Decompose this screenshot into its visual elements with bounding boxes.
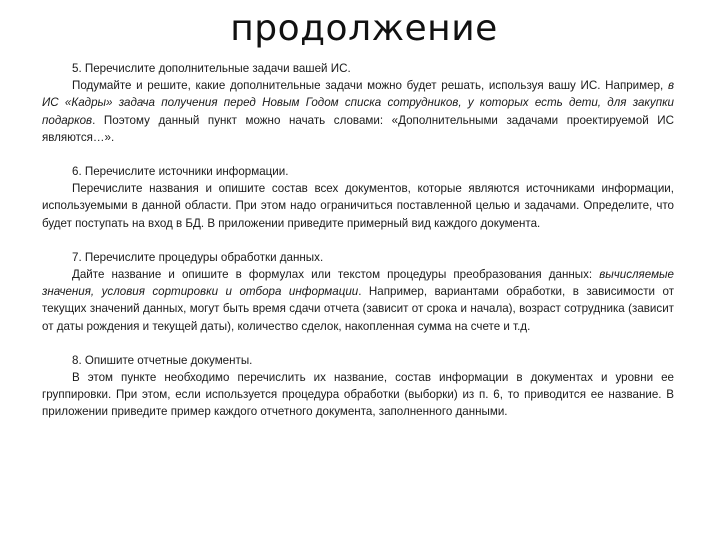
section-7 [42,249,674,335]
section-body [42,266,674,335]
body-italic-text: в ИС «Кадры» задача получения перед Новым Годом списка сотрудников, у которых есть дети, для закупки подарков [42,79,674,127]
section-6 [42,163,674,232]
section-8 [42,352,674,421]
section-heading: 6. Перечислите источники информации. [72,165,289,179]
body-text: . Поэтому данный пункт можно начать словами: «Дополнительными задачами проектируемой ИС являются…». [42,113,674,144]
body-italic-text: вычисляемые значения, условия сортировки и отбора информации [42,268,674,299]
body-text: Подумайте и решите, какие дополнительные задачи можно будет решать, используя вашу ИС. Например, [72,79,668,93]
body-text: . Например, вариантами обработки, в зависимости от текущих значений данных, могут быть время сдачи отчета (зависит от срока и начала), возраст сотрудника (зависит от даты рождения и текущей даты), количество сделок, накопленная сумма на счете и т.д. [42,285,675,333]
section-5 [42,60,674,146]
section-heading: 7. Перечислите процедуры обработки данных. [72,250,324,264]
section-body: В этом пункте необходимо перечислить их название, состав информации в документах и уровни ее группировки. При этом, если используется процедура обработки (выборки) из п. 6, то приводится ее название. В приложении приведите пример каждого отчетного документа, заполненного данными. [42,371,674,419]
section-heading: 5. Перечислите дополнительные задачи вашей ИС. [72,62,351,75]
section-heading: 8. Опишите отчетные документы. [72,353,253,367]
section-body: Перечислите названия и опишите состав всех документов, которые являются источниками информации, используемыми в данной области. При этом надо ограничиться поставленной целью и задачами. Определите, что будет поступать на вход в БД. В приложении приведите примерный вид каждого документа. [42,182,674,230]
slide-title: продолжение [230,8,498,49]
slide-content [42,60,674,438]
section-body [42,77,674,146]
body-text: Дайте название и опишите в формулах или текстом процедуры преобразования данных: [72,268,600,282]
